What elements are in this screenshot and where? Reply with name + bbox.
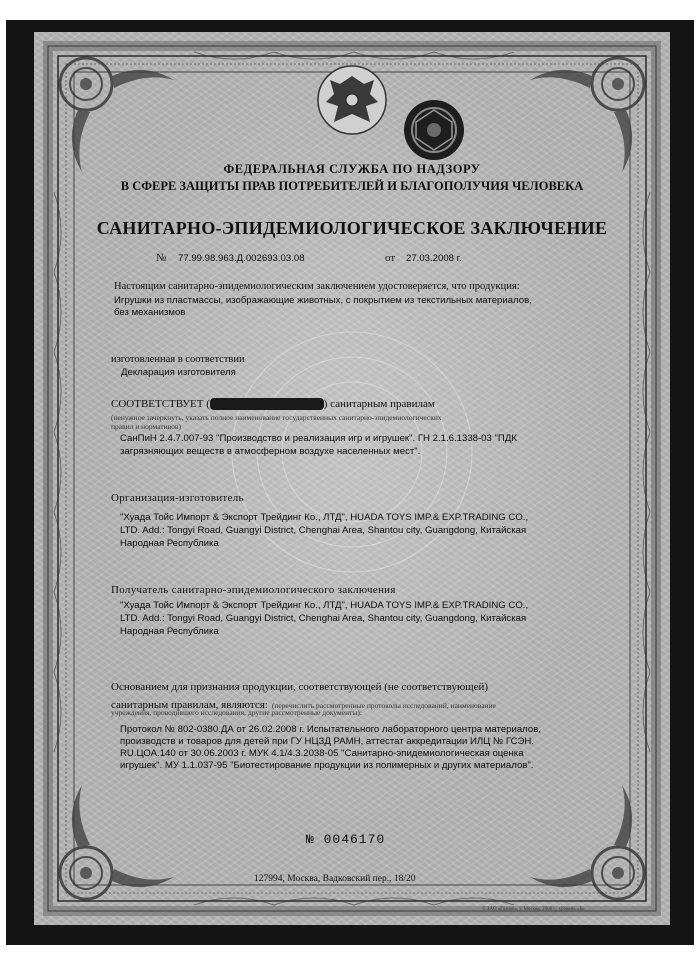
basis-note-inline: (перечислить рассмотренные протоколы исследований, наименование [271,701,496,710]
manufacturer-line-3: Народная Республика [120,538,219,549]
manufacturer-line-2: LTD. Add.: Tongyi Road, Guangyi District, Chenghai Area, Shantou city, Guangdong, Китайская [120,525,527,536]
agency-line-1: ФЕДЕРАЛЬНАЯ СЛУЖБА ПО НАДЗОРУ [223,162,481,176]
compliance-row [111,398,435,410]
manufactured-label: изготовленная в соответствии [111,354,245,365]
corner-ornament-top-right [530,58,644,172]
hologram-seal [404,100,464,160]
address: 127994, Москва, Вадковский пер., 18/20 [254,874,416,884]
compliance-value-line-1: СанПиН 2.4.7.007-93 "Производство и реализация игр и игрушек". ГН 2.1.6.1338-03 "ПДК [120,433,517,444]
basis-line-3: RU.ЦОА.140 от 30.06.2003 г. МУК 4.1/4.3.2038-05 "Санитарно-эпидемиологическая оценка [120,748,524,759]
agency-line-2: В СФЕРЕ ЗАЩИТЫ ПРАВ ПОТРЕБИТЕЛЕЙ И БЛАГОПОЛУЧИЯ ЧЕЛОВЕКА [120,179,584,193]
compliance-note-line-2: правил и нормативов) [111,422,181,431]
basis-line-4: игрушек". МУ 1.1.037-95 "Биотестирование продукции из полимерных и других материалов". [120,760,534,771]
basis-label-line-2: санитарным правилам, являются: [111,699,268,711]
recipient-label: Получатель санитарно-эпидемиологического заключения [111,584,396,596]
basis-line-2: производств и товаров для детей при ГУ НЦЗД РАМН, аттестат аккредитации ИЛЦ № ГСЭН. [120,736,534,747]
coat-of-arms-emblem [318,66,386,134]
serial-number: № 0046170 [306,832,386,847]
document-title: САНИТАРНО-ЭПИДЕМИОЛОГИЧЕСКОЕ ЗАКЛЮЧЕНИЕ [96,218,608,238]
basis-line-1: Протокол № 802-0380.ДА от 26.02.2008 г. Испытательного лабораторного центра материалов, [120,724,541,735]
recipient-line-1: "Хуада Тойс Импорт & Экспорт Трейдинг Ко., ЛТД", HUADA TOYS IMP.& EXP.TRADING CO., [120,600,529,611]
recipient-line-3: Народная Республика [120,626,219,637]
basis-note-line-2: учреждения, проводившего исследования, другие рассмотренные документы): [111,708,362,717]
number-label: № [156,252,167,264]
compliance-note-line-1: (ненужное зачеркнуть, указать полное наименование государственных санитарно-эпидемиологических [111,413,442,422]
compliance-label: СООТВЕТСТВУЕТ ( [111,398,210,410]
product-line-1: Игрушки из пластмассы, изображающие животных, с покрытием из текстильных материалов, [114,295,532,306]
struck-out-text: НЕ СООТВЕТСТВУЕТ [211,398,322,410]
corner-ornament-bottom-right [530,785,644,899]
printer-note: © ЗАО «Гознак», г. Москва, 2008 г., уровень «Б» [482,907,585,912]
corner-ornament-bottom-left [60,785,174,899]
document-number: 77.99.98.963.Д.002693.03.08 [178,253,305,264]
compliance-label-end: ) санитарным правилам [323,398,435,410]
date-label: от [385,252,396,264]
basis-label-line-1: Основанием для признания продукции, соответствующей (не соответствующей) [111,681,489,693]
manufacturer-line-1: "Хуада Тойс Импорт & Экспорт Трейдинг Ко., ЛТД", HUADA TOYS IMP.& EXP.TRADING CO., [120,512,529,523]
product-intro: Настоящим санитарно-эпидемиологическим заключением удостоверяется, что продукция: [114,281,520,292]
corner-ornament-top-left [60,58,174,172]
recipient-line-2: LTD. Add.: Tongyi Road, Guangyi District, Chenghai Area, Shantou city, Guangdong, Китайская [120,613,527,624]
certificate-sheet [34,32,670,925]
compliance-value-line-2: загрязняющих веществ в атмосферном воздухе населенных мест". [120,446,421,457]
manufactured-value: Декларация изготовителя [121,367,236,378]
document-date: 27.03.2008 г. [406,253,462,264]
manufacturer-label: Организация-изготовитель [111,492,244,504]
product-line-2: без механизмов [114,307,186,318]
